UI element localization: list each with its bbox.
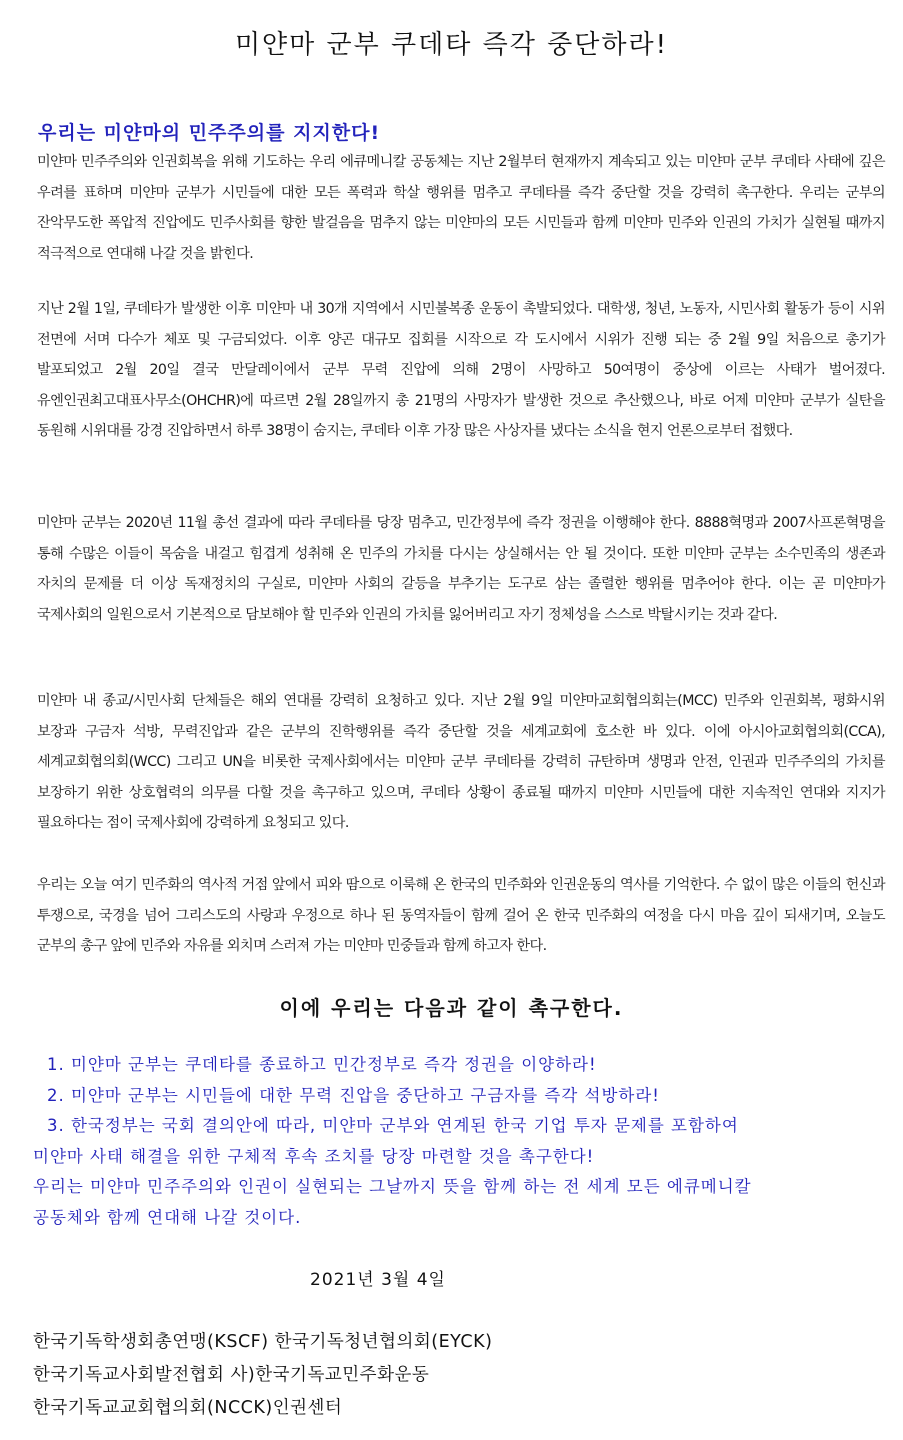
demands-list [33,1050,752,1233]
closing-statement-line-1: 우리는 미얀마 민주주의와 인권이 실현되는 그날까지 뜻을 함께 하는 전 세계 모든 에큐메니칼 [33,1177,752,1196]
signatory-list [33,1326,492,1425]
subheading: 우리는 미얀마의 민주주의를 지지한다! [38,122,381,144]
paragraph-1: 미얀마 민주주의와 인권회복을 위해 기도하는 우리 에큐메니칼 공동체는 지난 2월부터 현재까지 계속되고 있는 미얀마 군부 쿠데타 사태에 깊은 우려를 표하며 미얀마 군부가 시민들에 대한 모든 폭력과 학살 행위를 멈추고 쿠데타를 즉각 중단할 것을 강력히 촉구한다. 우리는 군부의 잔악무도한 폭압적 진압에도 민주사회를 향한 발걸음을 멈추지 않는 미얀마의 모든 시민들과 함께 미얀마 민주와 인권의 가치가 실현될 때까지 적극적으로 연대해 나갈 것을 밝힌다. [37,154,885,262]
document-title: 미얀마 군부 쿠데타 즉각 중단하라! [234,30,669,60]
paragraph-5: 우리는 오늘 여기 민주화의 역사적 거점 앞에서 피와 땀으로 이룩해 온 한국의 민주화와 인권운동의 역사를 기억한다. 수 없이 많은 이들의 헌신과 투쟁으로, 국경을 넘어 그리스도의 사랑과 우정으로 하나 된 동역자들이 함께 걸어 온 한국 민주화의 여정을 다시 마음 깊이 되새기며, 오늘도 군부의 총구 앞에 민주와 자유를 외치며 스러져 가는 미얀마 민중들과 함께 하고자 한다. [37,877,885,955]
paragraph-4: 미얀마 내 종교/시민사회 단체들은 해외 연대를 강력히 요청하고 있다. 지난 2월 9일 미얀마교회협의회는(MCC) 민주와 인권회복, 평화시위 보장과 구금자 석방, 무력진압과 같은 군부의 진학행위를 즉각 중단할 것을 세계교회에 호소한 바 있다. 이에 아시아교회협의회(CCA), 세계교회협의회(WCC) 그리고 UN을 비롯한 국제사회에서는 미얀마 군부 쿠데타를 강력히 규탄하며 생명과 안전, 인권과 민주주의의 가치를 보장하기 위한 상호협력의 의무를 다할 것을 촉구하고 있으며, 쿠데타 상황이 종료될 때까지 미얀마 시민들에 대한 지속적인 연대와 지지가 필요하다는 점이 국제사회에 강력하게 요청되고 있다. [37,693,885,832]
paragraph-2: 지난 2월 1일, 쿠데타가 발생한 이후 미얀마 내 30개 지역에서 시민불복종 운동이 촉발되었다. 대학생, 청년, 노동자, 시민사회 활동가 등이 시위 전면에 서며 다수가 체포 및 구금되었다. 이후 양곤 대규모 집회를 시작으로 각 도시에서 시위가 진행 되는 중 2월 9일 처음으로 총기가 발포되었고 2월 20일 결국 만달레이에서 군부 무력 진압에 의해 2명이 사망하고 50여명이 중상에 이르는 사태가 벌어졌다. 유엔인권최고대표사무소(OHCHR)에 따르면 2월 28일까지 총 21명의 사망자가 발생한 것으로 추산했으나, 바로 어제 미얀마 군부가 실탄을 동원해 시위대를 강경 진압하면서 하루 38명이 숨지는, 쿠데타 이후 가장 많은 사상자를 냈다는 소식을 현지 언론으로부터 접했다. [37,301,885,440]
statement-date: 2021년 3월 4일 [310,1270,446,1290]
signatory-line-3: 한국기독교교회협의회(NCCK)인권센터 [33,1398,343,1418]
closing-statement-line-2: 공동체와 함께 연대해 나갈 것이다. [33,1207,302,1227]
demand-item-2: 2. 미얀마 군부는 시민들에 대한 무력 진압을 중단하고 구금자를 즉각 석방하라! [47,1085,660,1105]
demand-item-3: 3. 한국정부는 국회 결의안에 따라, 미얀마 군부와 연계된 한국 기업 투자 문제를 포함하여 [47,1116,739,1135]
demand-item-1: 1. 미얀마 군부는 쿠데타를 종료하고 민간정부로 즉각 정권을 이양하라! [47,1055,597,1074]
demands-heading: 이에 우리는 다음과 같이 촉구한다. [279,996,624,1020]
demand-item-3-continued: 미얀마 사태 해결을 위한 구체적 후속 조치를 당장 마련할 것을 촉구한다! [33,1146,595,1166]
signatory-line-1: 한국기독학생회총연맹(KSCF) 한국기독청년협의회(EYCK) [33,1332,493,1352]
paragraph-3: 미얀마 군부는 2020년 11월 총선 결과에 따라 쿠데타를 당장 멈추고, 민간정부에 즉각 정권을 이행해야 한다. 8888혁명과 2007사프론혁명을 통해 수많은 이들이 목숨을 내걸고 힘겹게 성취해 온 민주의 가치를 다시는 상실해서는 안 될 것이다. 또한 미얀마 군부는 소수민족의 생존과 자치의 문제를 더 이상 독재정치의 구실로, 미얀마 사회의 갈등을 부추기는 도구로 삼는 졸렬한 행위를 멈추어야 한다. 이는 곧 미얀마가 국제사회의 일원으로서 기본적으로 담보해야 할 민주와 인권의 가치를 잃어버리고 자기 정체성을 스스로 박탈시키는 것과 같다. [37,515,885,623]
signatory-line-2: 한국기독교사회발전협회 사)한국기독교민주화운동 [33,1365,430,1385]
